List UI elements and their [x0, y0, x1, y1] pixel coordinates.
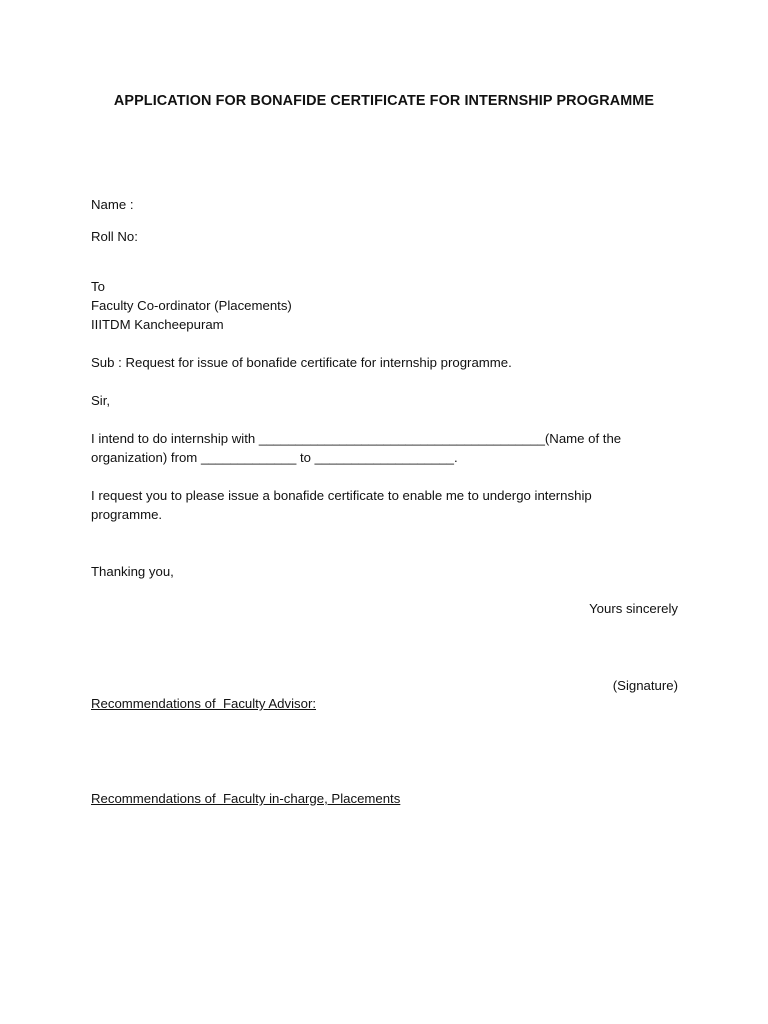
internship-intent-line-1: I intend to do internship with _______________________________________(Name of the	[91, 431, 622, 446]
internship-intent-line-2: organization) from _____________ to ___________________.	[91, 450, 458, 465]
closing-line: Yours sincerely	[589, 601, 678, 616]
request-line-2: programme.	[91, 507, 163, 522]
salutation: Sir,	[91, 393, 111, 408]
placements-recommendation-heading: Recommendations of Faculty in-charge, Placements	[91, 791, 401, 806]
subject-line: Sub : Request for issue of bonafide certificate for internship programme.	[91, 355, 512, 370]
request-line-1: I request you to please issue a bonafide certificate to enable me to undergo internship	[91, 488, 592, 503]
addressee-line-1: Faculty Co-ordinator (Placements)	[91, 298, 292, 313]
signature-label: (Signature)	[612, 678, 678, 693]
thanking-line: Thanking you,	[91, 564, 174, 579]
roll-no-label: Roll No:	[91, 229, 138, 244]
to-label: To	[91, 279, 105, 294]
addressee-line-2: IIITDM Kancheepuram	[91, 317, 224, 332]
faculty-advisor-recommendation-heading: Recommendations of Faculty Advisor:	[91, 696, 317, 711]
document-title: APPLICATION FOR BONAFIDE CERTIFICATE FOR INTERNSHIP PROGRAMME	[113, 93, 655, 109]
name-label: Name :	[91, 197, 134, 212]
